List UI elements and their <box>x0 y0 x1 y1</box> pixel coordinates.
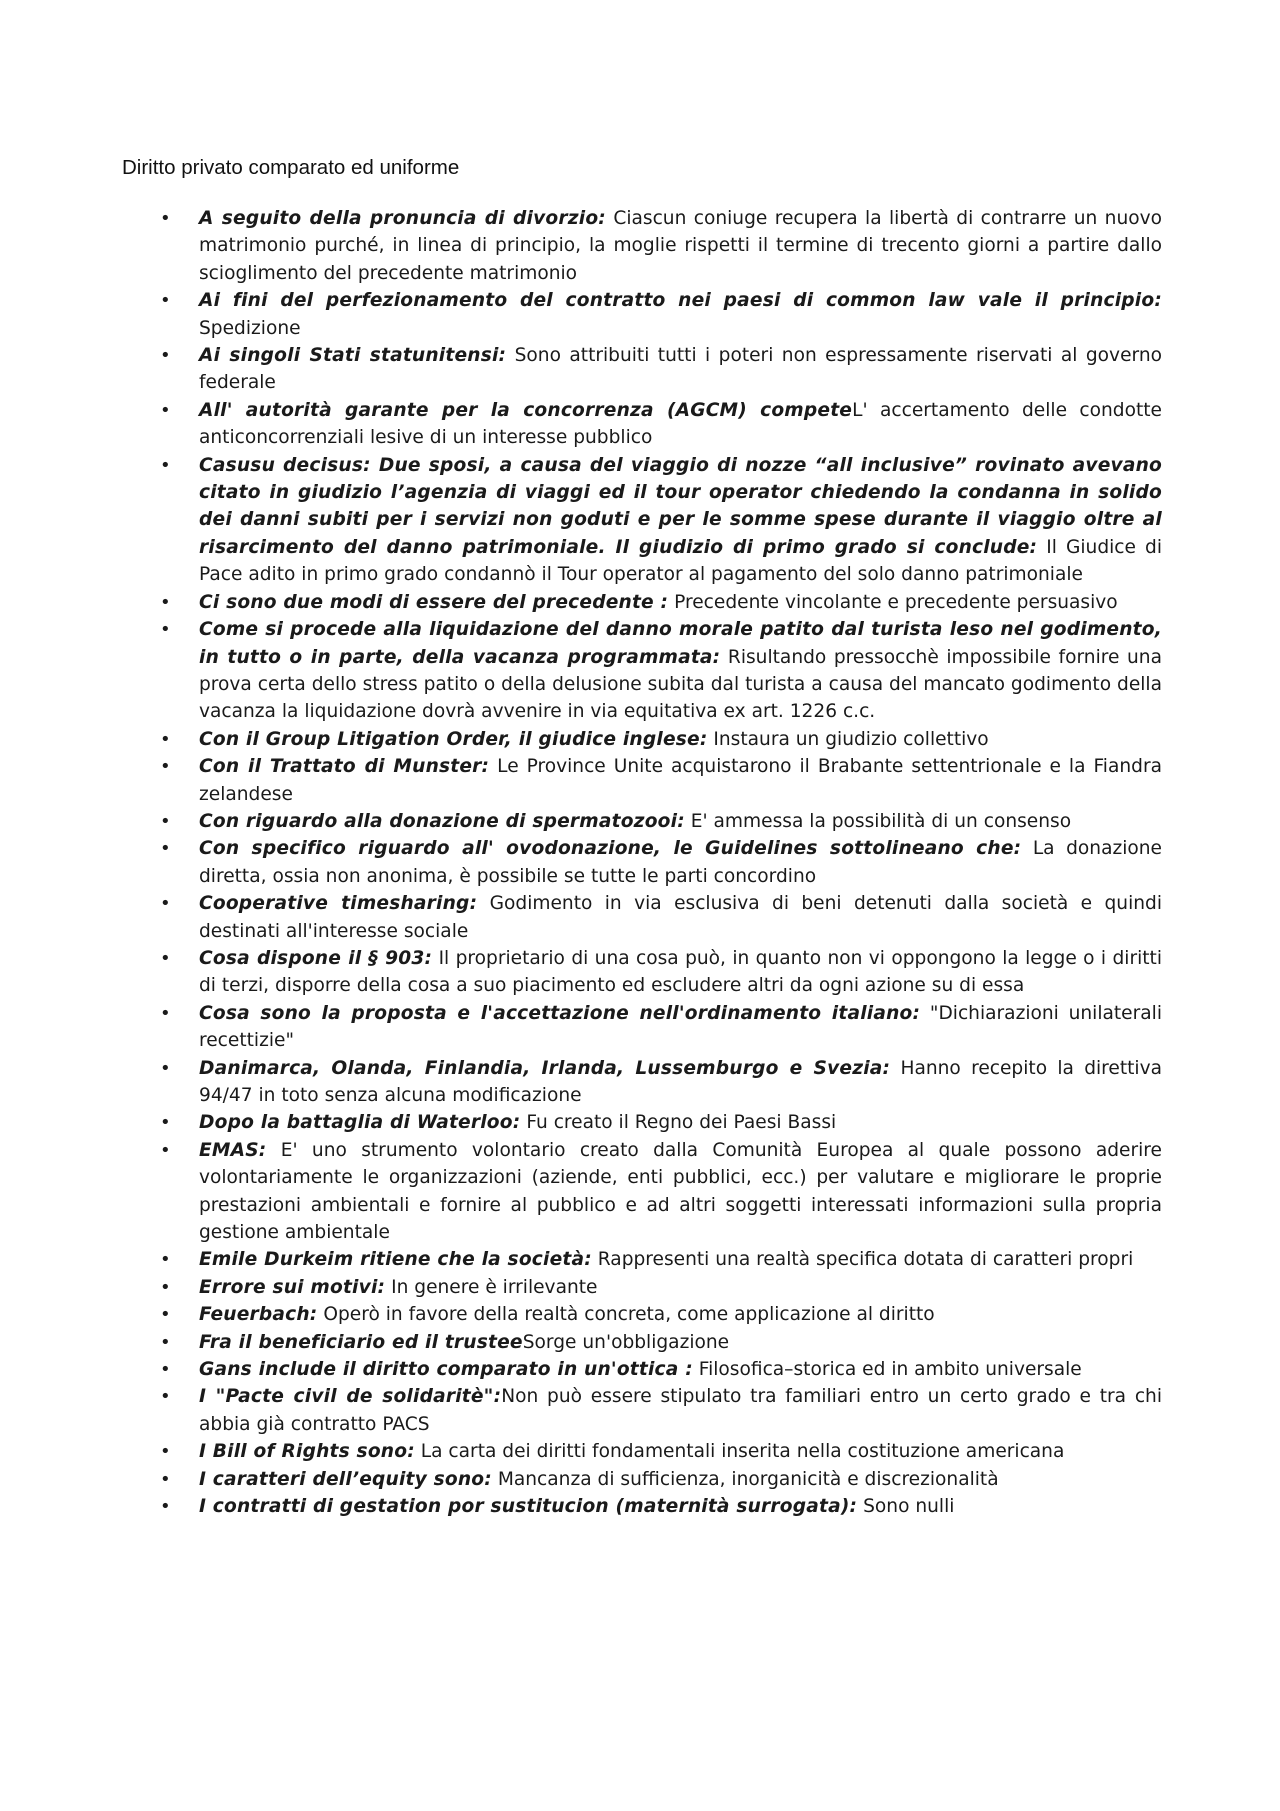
answer-text: La donazione diretta, ossia non anonima, è possibile se tutte le parti concordino <box>199 838 1162 887</box>
question-text: Feuerbach: <box>199 1304 318 1326</box>
answer-text: Spedizione <box>199 317 301 339</box>
answer-text: Filosofica–storica ed in ambito universale <box>692 1359 1082 1381</box>
bullet-icon: • <box>160 1496 171 1518</box>
answer-text: Il Giudice di Pace adito in primo grado condannò il Tour operator al pagamento del solo danno patrimoniale <box>199 536 1162 586</box>
bullet-icon: • <box>160 1057 171 1079</box>
list-item <box>160 589 1162 616</box>
list-item <box>160 1329 1162 1356</box>
bullet-icon: • <box>160 1276 171 1298</box>
question-text: Fra il beneficiario ed il trustee <box>199 1331 523 1353</box>
answer-text: Precedente vincolante e precedente persuasivo <box>668 591 1118 613</box>
question-text: I caratteri dell’equity sono: <box>199 1468 492 1490</box>
question-text: Casusu decisus: Due sposi, a causa del viaggio di nozze “all inclusive” rovinato avevano citato in giudizio l’agenzia di viaggi ed il tour operator chiedendo la condanna in solido dei danni subiti per i servizi non goduti e per le somme spese durante il viaggio oltre al risarcimento del danno patrimoniale. Il giudizio di primo grado si conclude: <box>199 454 1162 558</box>
list-item <box>160 1055 1162 1110</box>
answer-text: Il proprietario di una cosa può, in quanto non vi oppongono la legge o i diritti di terzi, disporre della cosa a suo piacimento ed escludere altri da ogni azione su di essa <box>199 947 1162 997</box>
bullet-icon: • <box>160 1002 171 1024</box>
bullet-icon: • <box>160 1441 171 1463</box>
bullet-icon: • <box>160 810 171 832</box>
answer-text: E' ammessa la possibilità di un consenso <box>684 810 1072 832</box>
bullet-icon: • <box>160 838 171 860</box>
answer-text: Ciascun coniuge recupera la libertà di contrarre un nuovo matrimonio purché, in linea di principio, la moglie rispetti il termine di trecento giorni a partire dallo scioglimento del precedente matrimonio <box>199 208 1162 284</box>
list-item <box>160 808 1162 835</box>
bullet-icon: • <box>160 454 171 476</box>
answer-text: "Dichiarazioni unilaterali recettizie" <box>199 1002 1162 1052</box>
bullet-icon: • <box>160 208 171 229</box>
answer-text: Godimento in via esclusiva di beni detenuti dalla società e quindi destinati all'interesse sociale <box>199 893 1162 942</box>
bullet-icon: • <box>160 947 171 969</box>
bullet-icon: • <box>160 1359 171 1381</box>
list-item <box>160 397 1162 452</box>
question-text: Ai singoli Stati statunitensi: <box>199 345 507 367</box>
answer-text: In genere è irrilevante <box>385 1276 598 1298</box>
bullet-icon: • <box>160 1304 171 1326</box>
question-text: Cosa sono la proposta e l'accettazione nell'ordinamento italiano: <box>199 1002 921 1024</box>
answer-text: Risultando pressocchè impossibile fornire una prova certa dello stress patito o della delusione subita dal turista a causa del mancato godimento della vacanza la liquidazione dovrà avvenire in via equitativa ex art. 1226 c.c. <box>199 646 1162 723</box>
list-item <box>160 1438 1162 1465</box>
list-item <box>160 1383 1162 1438</box>
question-text: Gans include il diritto comparato in un'ottica : <box>199 1359 693 1381</box>
question-text: Danimarca, Olanda, Finlandia, Irlanda, Lussemburgo e Svezia: <box>199 1057 891 1079</box>
answer-text: Operò in favore della realtà concreta, come applicazione al diritto <box>317 1304 935 1326</box>
list-item <box>160 616 1162 726</box>
bullet-icon: • <box>160 591 171 613</box>
question-text: Cooperative timesharing: <box>199 893 478 915</box>
question-text: Come si procede alla liquidazione del danno morale patito dal turista leso nel godimento, in tutto o in parte, della vacanza programmata: <box>199 619 1162 668</box>
bullet-icon: • <box>160 893 171 915</box>
list-item <box>160 342 1162 397</box>
question-text: I contratti di gestation por sustitucion (maternità surrogata): <box>199 1496 858 1518</box>
list-item <box>160 1356 1162 1383</box>
qa-list <box>160 205 1162 1521</box>
bullet-icon: • <box>160 756 171 778</box>
question-text: Ci sono due modi di essere del precedente : <box>199 591 669 613</box>
list-item <box>160 452 1162 589</box>
bullet-icon: • <box>160 1249 171 1271</box>
list-item <box>160 1274 1162 1301</box>
list-item <box>160 1301 1162 1328</box>
answer-text: Hanno recepito la direttiva 94/47 in toto senza alcuna modificazione <box>199 1057 1162 1106</box>
question-text: I "Pacte civil de solidaritè": <box>199 1386 502 1408</box>
question-text: A seguito della pronuncia di divorzio: <box>199 208 606 229</box>
bullet-icon: • <box>160 1139 171 1161</box>
answer-text: Sono attribuiti tutti i poteri non espressamente riservati al governo federale <box>199 345 1162 394</box>
document-title: Diritto privato comparato ed uniforme <box>122 156 460 179</box>
question-text: Con specifico riguardo all' ovodonazione, le Guidelines sottolineano che: <box>199 838 1022 860</box>
bullet-icon: • <box>160 1331 171 1353</box>
list-item <box>160 1466 1162 1493</box>
answer-text: La carta dei diritti fondamentali inserita nella costituzione americana <box>414 1441 1065 1463</box>
question-text: Con il Trattato di Munster: <box>199 756 490 778</box>
question-text: Con riguardo alla donazione di spermatozooi: <box>199 810 685 832</box>
question-text: Ai fini del perfezionamento del contratto nei paesi di common law vale il principio: <box>199 290 1162 312</box>
question-text: Errore sui motivi: <box>199 1276 386 1298</box>
list-item <box>160 835 1162 890</box>
bullet-icon: • <box>160 345 171 367</box>
answer-text: L' accertamento delle condotte anticoncorrenziali lesive di un interesse pubblico <box>199 399 1162 449</box>
bullet-icon: • <box>160 1112 171 1134</box>
question-text: Dopo la battaglia di Waterloo: <box>199 1112 521 1134</box>
answer-text: Rappresenti una realtà specifica dotata di caratteri propri <box>591 1249 1134 1271</box>
bullet-icon: • <box>160 1386 171 1408</box>
question-text: Cosa dispone il § 903: <box>199 947 433 969</box>
list-item <box>160 890 1162 945</box>
list-item <box>160 726 1162 753</box>
answer-text: Mancanza di sufficienza, inorganicità e discrezionalità <box>491 1468 999 1490</box>
answer-text: Non può essere stipulato tra familiari entro un certo grado e tra chi abbia già contratto PACS <box>199 1386 1162 1435</box>
list-item <box>160 1000 1162 1055</box>
answer-text: Sorge un'obbligazione <box>522 1331 730 1353</box>
list-item <box>160 205 1162 287</box>
question-text: I Bill of Rights sono: <box>199 1441 415 1463</box>
bullet-icon: • <box>160 728 171 750</box>
list-item <box>160 945 1162 1000</box>
question-text: Con il Group Litigation Order, il giudice inglese: <box>199 728 708 750</box>
list-item <box>160 753 1162 808</box>
bullet-icon: • <box>160 399 171 421</box>
question-text: All' autorità garante per la concorrenza (AGCM) compete <box>199 399 853 421</box>
bullet-icon: • <box>160 619 171 641</box>
list-item <box>160 1493 1162 1520</box>
list-item <box>160 1246 1162 1273</box>
answer-text: Instaura un giudizio collettivo <box>707 728 989 750</box>
list-item <box>160 1137 1162 1247</box>
bullet-icon: • <box>160 290 171 312</box>
bullet-icon: • <box>160 1468 171 1490</box>
question-text: Emile Durkeim ritiene che la società: <box>199 1249 592 1271</box>
question-text: EMAS: <box>199 1139 267 1161</box>
answer-text: Sono nulli <box>857 1496 955 1518</box>
list-item <box>160 287 1162 342</box>
answer-text: Fu creato il Regno dei Paesi Bassi <box>520 1112 837 1134</box>
list-item <box>160 1109 1162 1136</box>
answer-text: Le Province Unite acquistarono il Brabante settentrionale e la Fiandra zelandese <box>199 756 1162 805</box>
answer-text: E' uno strumento volontario creato dalla Comunità Europea al quale possono aderire volontariamente le organizzazioni (aziende, enti pubblici, ecc.) per valutare e migliorare le proprie prestazioni ambientali e fornire al pubblico e ad altri soggetti interessati informazioni sulla propria gestione ambientale <box>199 1139 1162 1244</box>
